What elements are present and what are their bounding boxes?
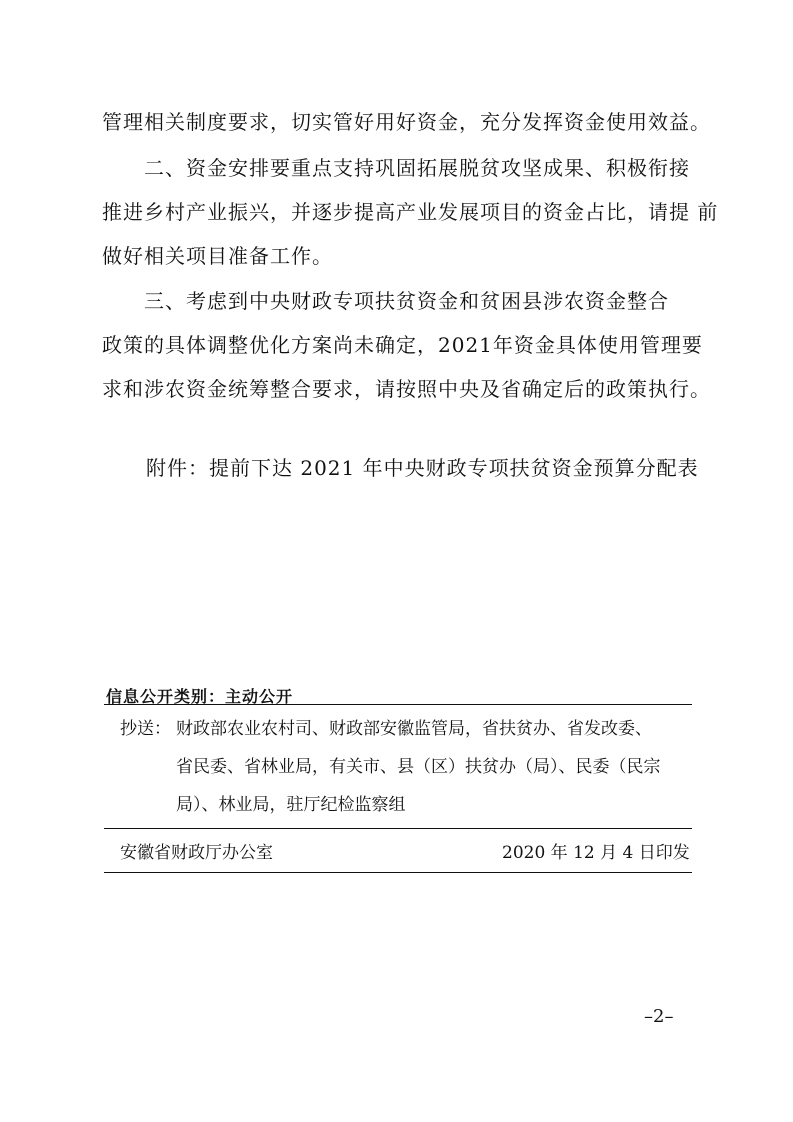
- divider-line: [104, 828, 692, 829]
- text-line: 做好相关项目准备工作。: [102, 244, 333, 268]
- cc-label: 抄送：: [120, 719, 171, 739]
- text-line: 求和涉农资金统筹整合要求，请按照中央及省确定后的政策执行。: [102, 377, 711, 401]
- text-line: 三、考虑到中央财政专项扶贫资金和贫困县涉农资金整合: [102, 289, 669, 313]
- attachment-line: 附件：提前下达 2021 年中央财政专项扶贫资金预算分配表: [146, 456, 699, 480]
- issue-date: 2020 年 12 月 4 日印发: [502, 843, 690, 863]
- disclosure-category: 信息公开类别：主动公开: [106, 687, 294, 706]
- issuing-office: 安徽省财政厅办公室: [120, 843, 273, 863]
- text-line: 二、资金安排要重点支持巩固拓展脱贫攻坚成果、积极衔接: [102, 156, 690, 180]
- text-line: 推进乡村产业振兴，并逐步提高产业发展项目的资金占比，请提 前: [102, 200, 719, 224]
- cc-line: 省民委、省林业局，有关市、县（区）扶贫办（局）、民委（民宗: [176, 757, 661, 777]
- body-paragraph-3: [102, 279, 711, 411]
- text-line: 管理相关制度要求，切实管好用好资金，充分发挥资金使用效益。: [102, 110, 711, 134]
- cc-recipients: [176, 710, 692, 824]
- text-line: 政策的具体调整优化方案尚未确定，2021年资金具体使用管理要: [102, 333, 703, 357]
- cc-line: 局）、林业局，驻厅纪检监察组: [176, 795, 406, 815]
- divider-line: [104, 872, 692, 873]
- divider-line: [104, 704, 692, 705]
- page-number: –2–: [644, 1006, 674, 1027]
- body-paragraph-1: [102, 100, 711, 144]
- cc-line: 财政部农业农村司、财政部安徽监管局，省扶贫办、省发改委、: [176, 719, 652, 739]
- body-paragraph-2: [102, 146, 719, 278]
